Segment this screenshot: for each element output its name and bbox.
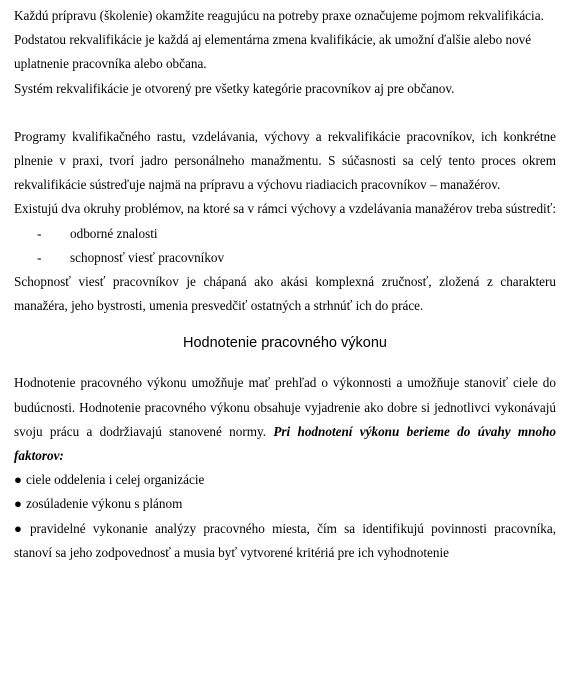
- paragraph-requalification-system: Systém rekvalifikácie je otvorený pre všetky kategórie pracovníkov aj pre občanov.: [14, 80, 455, 96]
- bullet-item: [14, 492, 556, 516]
- emphasized-text: Pri hodnotení výkonu berieme do úvahy mnoho faktorov:: [14, 423, 556, 464]
- bullet-item: [14, 468, 556, 492]
- paragraph-performance-evaluation: [14, 371, 556, 468]
- section-heading: Hodnotenie pracovného výkonu: [183, 335, 387, 352]
- bullet-marker: ●: [14, 520, 26, 536]
- paragraph-gap: [14, 101, 556, 125]
- dash-marker: -: [37, 225, 42, 241]
- list-item-text: odborné znalosti: [70, 225, 158, 241]
- paragraph-text: Hodnotenie pracovného výkonu umožňuje mať prehľad o výkonnosti a umožňuje stanoviť ciele do budúcnosti. Hodnotenie pracovného výkonu obsahuje vyjadrenie ako dobre si jednotlivci vykonávajú svoju prácu a dodržiavajú stanovené normy.: [14, 375, 556, 439]
- list-item-text: schopnosť viesť pracovníkov: [70, 249, 225, 265]
- list-item: [14, 222, 556, 246]
- paragraph-requalification-definition: Každú prípravu (školenie) okamžite reagujúcu na potreby praxe označujeme pojmom rekvalifikácia.: [14, 8, 544, 23]
- paragraph-requalification-essence: Podstatou rekvalifikácie je každá aj elementárna zmena kvalifikácie, ak umožní ďalšie alebo nové uplatnenie pracovníka alebo občana.: [14, 32, 532, 72]
- dash-marker: -: [37, 249, 42, 265]
- bullet-item: [14, 517, 556, 565]
- bullet-marker: ●: [14, 496, 22, 512]
- paragraph-problem-areas: Existujú dva okruhy problémov, na ktoré sa v rámci výchovy a vzdelávania manažérov treba sústrediť:: [14, 201, 556, 217]
- bullet-text: ciele oddelenia i celej organizácie: [25, 472, 205, 488]
- bullet-marker: ●: [14, 472, 22, 488]
- bullet-text: pravidelné vykonanie analýzy pracovného miesta, čím sa identifikujú povinnosti pracovníka, stanoví sa jeho zodpovednosť a musia byť vytvorené kritériá pre ich vyhodnotenie: [14, 520, 557, 560]
- bullet-text: zosúladenie výkonu s plánom: [25, 496, 183, 512]
- paragraph-leadership-skill: Schopnosť viesť pracovníkov je chápaná ako akási komplexná zručnosť, zložená z charakteru manažéra, jeho bystrosti, umenia presvedčiť ostatných a strhnúť ich do práce.: [14, 274, 556, 314]
- paragraph-qualification-programs: Programy kvalifikačného rastu, vzdelávania, výchovy a rekvalifikácie pracovníkov, ich konkrétne plnenie v praxi, tvorí jadro personálneho manažmentu. S súčasnosti sa celý tento proces okrem rekvalifikácie sústreďuje najmä na prípravu a výchovu riadiacich pracovníkov – manažérov.: [14, 128, 556, 193]
- list-item: [14, 246, 556, 270]
